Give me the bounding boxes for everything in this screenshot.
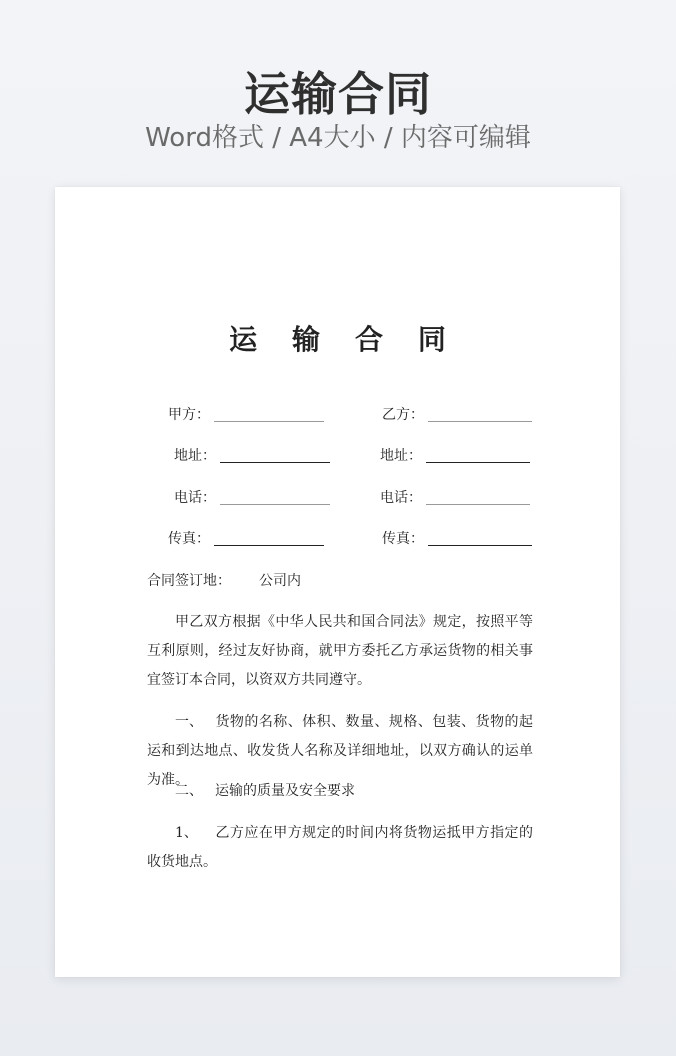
address-a-field [174, 446, 330, 466]
clause-two-number: 二、 [175, 783, 203, 799]
item-one-text: 乙方应在甲方规定的时间内将货物运抵甲方指定的收货地点。 [147, 825, 533, 870]
fax-b-field [382, 529, 532, 549]
party-a-blank-line [214, 421, 324, 422]
clause-two-text: 运输的质量及安全要求 [215, 783, 355, 799]
clause-one-number: 一、 [175, 714, 203, 730]
party-a-field [168, 405, 324, 425]
intro-paragraph: 甲乙双方根据《中华人民共和国合同法》规定，按照平等互利原则，经过友好协商，就甲方委托乙方承运货物的相关事宜签订本合同，以资双方共同遵守。 [147, 614, 533, 688]
fax-b-label: 传真： [382, 531, 424, 547]
phone-b-blank-line [426, 504, 530, 505]
fax-a-label: 传真： [168, 531, 210, 547]
phone-a-label: 电话： [174, 490, 216, 506]
phone-b-field [380, 488, 530, 508]
party-b-blank-line [428, 421, 532, 422]
address-b-field [380, 446, 530, 466]
party-b-label: 乙方： [382, 407, 424, 423]
item-one-number: 1、 [175, 825, 198, 841]
sign-place [147, 571, 301, 591]
phone-a-field [174, 488, 330, 508]
address-a-label: 地址： [174, 448, 216, 464]
sign-place-label: 合同签订地： [147, 573, 231, 589]
sign-place-value: 公司内 [259, 573, 301, 589]
clause-two [147, 777, 533, 806]
phone-a-blank-line [220, 504, 330, 505]
fax-b-blank-line [428, 545, 532, 546]
fax-a-blank-line [214, 545, 324, 546]
party-b-field [382, 405, 532, 425]
address-a-blank-line [220, 462, 330, 463]
document-page [55, 187, 620, 977]
phone-b-label: 电话： [380, 490, 422, 506]
fax-a-field [168, 529, 324, 549]
address-b-blank-line [426, 462, 530, 463]
clause-one-text: 货物的名称、体积、数量、规格、包装、货物的起运和到达地点、收发货人名称及详细地址，以双方确认的运单为准。 [147, 714, 533, 788]
party-a-label: 甲方： [168, 407, 210, 423]
banner-subtitle: Word格式 / A4大小 / 内容可编辑 [145, 123, 531, 153]
document-title: 运 输 合 同 [229, 323, 459, 356]
banner-title: 运输合同 [244, 67, 432, 121]
address-b-label: 地址： [380, 448, 422, 464]
clause-two-item-one [147, 819, 533, 877]
